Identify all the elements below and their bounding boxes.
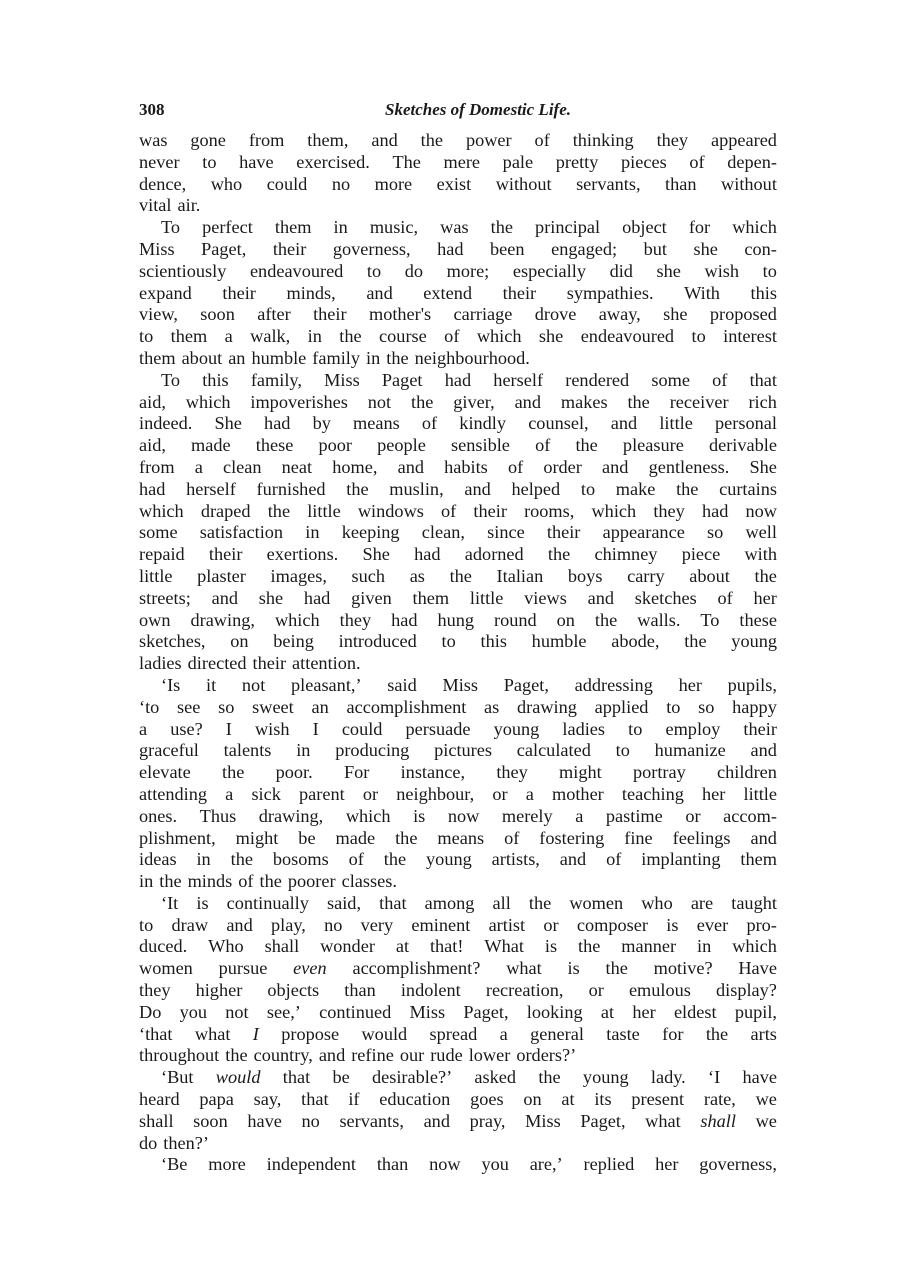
text-line: heard papa say, that if education goes on at its present rate, we <box>139 1089 777 1110</box>
running-title: Sketches of Domestic Life. <box>384 100 571 119</box>
text-line: ideas in the bosoms of the young artists, and of implanting them <box>139 849 777 870</box>
text-line: attending a sick parent or neighbour, or a mother teaching her little <box>139 783 777 804</box>
text-line: shall soon have no servants, and pray, Miss Paget, what shall we <box>139 1110 777 1131</box>
book-page <box>139 98 777 1176</box>
text-line: they higher objects than indolent recreation, or emulous display? <box>139 980 777 1001</box>
text-line: To this family, Miss Paget had herself rendered some of that <box>161 369 777 390</box>
text-line: throughout the country, and refine our rude lower orders?’ <box>139 1045 577 1066</box>
text-line: streets; and she had given them little views and sketches of her <box>139 587 777 608</box>
text-line: had herself furnished the muslin, and helped to make the curtains <box>139 478 777 499</box>
text-line: elevate the poor. For instance, they might portray children <box>139 762 777 783</box>
text-line: them about an humble family in the neighbourhood. <box>139 347 530 368</box>
text-line: ladies directed their attention. <box>139 653 361 674</box>
text-line: plishment, might be made the means of fostering fine feelings and <box>139 827 777 848</box>
text-line: aid, made these poor people sensible of the pleasure derivable <box>139 435 777 456</box>
text-line: graceful talents in producing pictures calculated to humanize and <box>139 740 777 761</box>
text-line: indeed. She had by means of kindly counsel, and little personal <box>139 413 777 434</box>
text-line: vital air. <box>139 195 201 216</box>
text-line: scientiously endeavoured to do more; especially did she wish to <box>139 260 777 281</box>
text-line: was gone from them, and the power of thinking they appeared <box>139 130 777 150</box>
text-line: expand their minds, and extend their sympathies. With this <box>139 282 777 303</box>
text-line: ‘It is continually said, that among all the women who are taught <box>161 892 777 913</box>
text-line: never to have exercised. The mere pale pretty pieces of depen- <box>139 151 777 172</box>
text-line: duced. Who shall wonder at that! What is the manner in which <box>139 936 777 957</box>
text-line: Miss Paget, their governess, had been engaged; but she con- <box>139 238 777 259</box>
text-line: ‘Is it not pleasant,’ said Miss Paget, addressing her pupils, <box>161 674 777 695</box>
text-line: dence, who could no more exist without servants, than without <box>139 173 777 194</box>
text-line: little plaster images, such as the Italian boys carry about the <box>139 565 777 586</box>
text-line: ‘that what I propose would spread a general taste for the arts <box>139 1023 777 1044</box>
text-line: sketches, on being introduced to this humble abode, the young <box>139 631 777 652</box>
page-number: 308 <box>139 100 165 119</box>
text-line: Do you not see,’ continued Miss Paget, looking at her eldest pupil, <box>139 1001 777 1022</box>
text-line: from a clean neat home, and habits of order and gentleness. She <box>139 456 777 477</box>
text-line: do then?’ <box>139 1132 209 1153</box>
text-line: in the minds of the poorer classes. <box>139 871 397 892</box>
text-line: to them a walk, in the course of which she endeavoured to interest <box>139 326 777 347</box>
text-line: view, soon after their mother's carriage drove away, she proposed <box>139 304 777 325</box>
text-line: to draw and play, no very eminent artist or composer is ever pro- <box>139 914 777 935</box>
running-head <box>139 98 777 122</box>
text-line: ‘Be more independent than now you are,’ replied her governess, <box>161 1154 777 1175</box>
text-line: aid, which impoverishes not the giver, and makes the receiver rich <box>139 391 777 412</box>
text-line: ‘But would that be desirable?’ asked the young lady. ‘I have <box>161 1067 777 1088</box>
text-line: To perfect them in music, was the principal object for which <box>161 217 777 238</box>
text-line: repaid their exertions. She had adorned the chimney piece with <box>139 544 777 565</box>
text-line: which draped the little windows of their rooms, which they had now <box>139 500 777 521</box>
text-line: women pursue even accomplishment? what is the motive? Have <box>139 958 777 979</box>
text-line: ‘to see so sweet an accomplishment as drawing applied to so happy <box>139 696 777 717</box>
text-line: own drawing, which they had hung round on the walls. To these <box>139 609 777 630</box>
text-line: ones. Thus drawing, which is now merely a pastime or accom- <box>139 805 777 826</box>
body-text <box>139 130 777 1176</box>
text-line: a use? I wish I could persuade young ladies to employ their <box>139 718 777 739</box>
text-line: some satisfaction in keeping clean, since their appearance so well <box>139 522 777 543</box>
